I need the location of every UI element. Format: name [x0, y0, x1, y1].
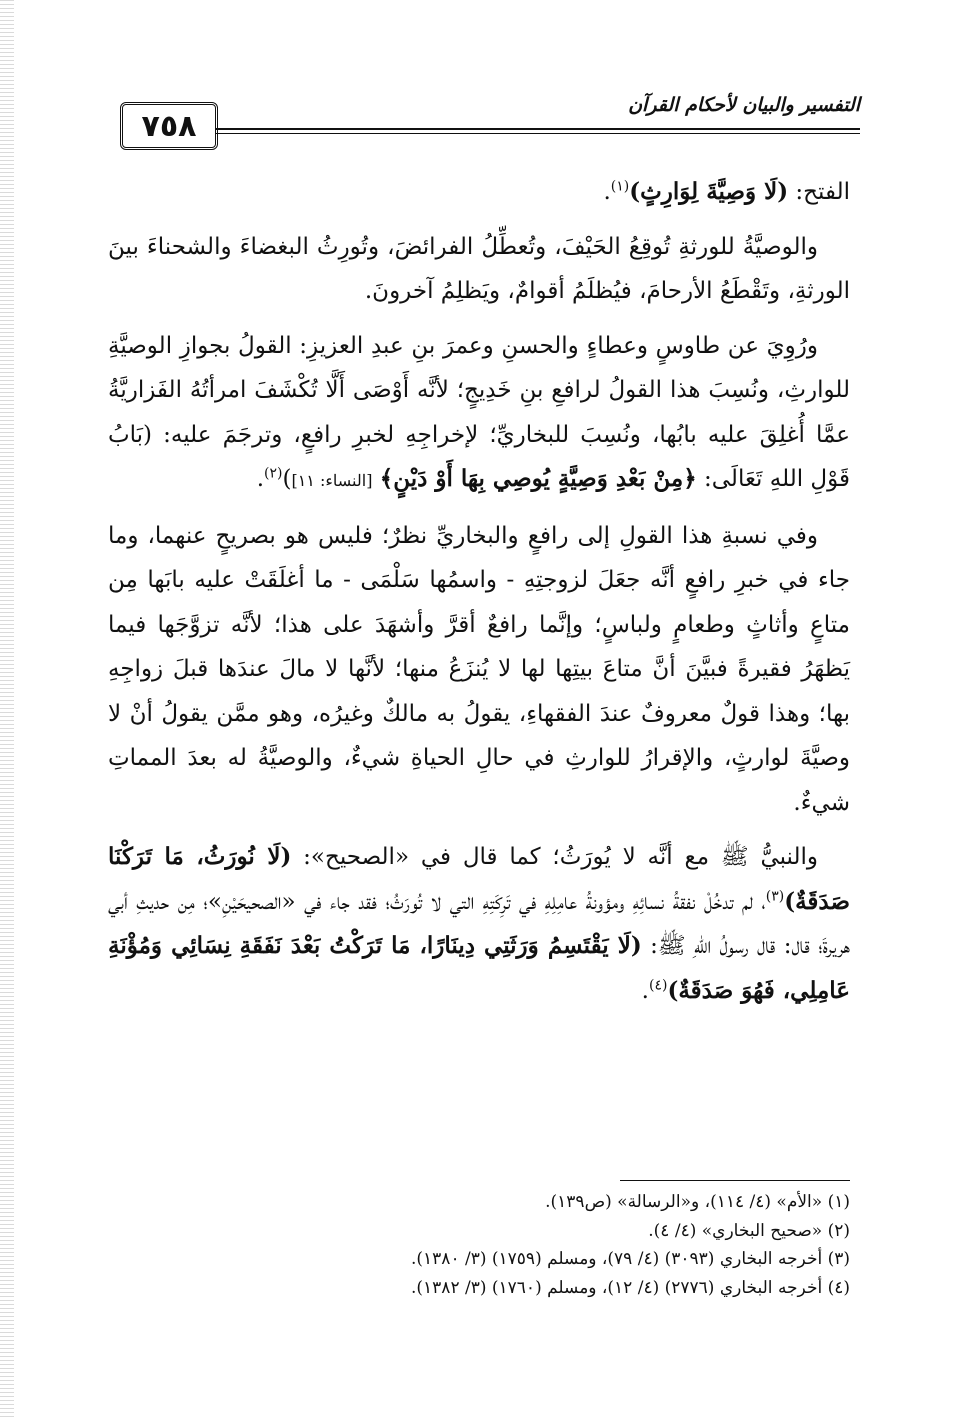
book-title: التفسير والبيان لأحكام القرآن	[628, 94, 860, 116]
p5-text-1: والنبيُّ ﷺ مع أنَّه لا يُورَثُ؛ كما قال في «الصحيح»:	[291, 844, 818, 870]
footnote-ref-4: (٤)	[648, 976, 668, 993]
hadith-quote-3: (لَا يَقْتَسِمُ وَرَثَتِي دِينَارًا، مَا تَرَكْتُ بَعْدَ نَفَقَةِ نِسَائِي وَمُؤْنَةِ عَامِلِي، فَهُوَ صَدَقَةٌ)	[108, 932, 850, 1004]
p5-end: .	[641, 977, 649, 1004]
surah-reference: [النساء: ١١]	[291, 471, 373, 490]
footnote-separator	[620, 1180, 850, 1181]
footnote-ref-3: (٣)	[765, 887, 785, 904]
footnote-1: (١) «الأم» (٤/ ١١٤)، و«الرسالة» (ص١٣٩).	[545, 1192, 850, 1212]
p1-end: .	[603, 179, 611, 205]
p1-lead: الفتح:	[788, 179, 850, 205]
footnotes	[108, 1188, 850, 1302]
header-rule	[216, 128, 860, 134]
footnote-ref-1: (١)	[610, 178, 630, 195]
footnote-4: (٤) أخرجه البخاري (٢٧٧٦) (٤/ ١٢)، ومسلم (١٧٦٠) (٣/ ١٣٨٢).	[411, 1277, 850, 1298]
footnote-2: (٢) «صحيح البخاري» (٤/ ٤).	[648, 1220, 850, 1241]
paragraph-2: والوصيَّةُ للورثةِ تُوقِعُ الحَيْفَ، وتُعطِّلُ الفرائضَ، وتُورِثُ البغضاءَ والشحناءَ بينَ الورثةِ، وتَقْطَعُ الأرحامَ، فيُظلَمُ أقوامٌ، ويَظلِمُ آخرونَ.	[108, 233, 850, 304]
page-header	[120, 92, 860, 154]
p3-text: ورُوِيَ عن طاوسٍ وعطاءٍ والحسنِ وعمرَ بنِ عبدِ العزيزِ: القولُ بجوازِ الوصيَّةِ للوارثِ، ونُسِبَ هذا القولُ لرافعِ بنِ خَدِيجٍ؛ لأنَّه أَوْصَى أَلَّا تُكْشَفَ امرأتُهُ الفَزاريَّةُ عمَّا أُغلِقَ عليه بابُها، ونُسِبَ للبخاريِّ؛ لإخراجِهِ لخبرِ رافعٍ، وترجَمَ عليه: (بَابُ قَوْلِ اللهِ تَعَالَى:	[108, 332, 850, 492]
p3-close: )	[282, 466, 292, 492]
quran-quote: ﴿مِنْ بَعْدِ وَصِيَّةٍ يُوصِي بِهَا أَوْ دَيْنٍ﴾	[379, 465, 697, 492]
paragraph-3	[108, 324, 850, 504]
footnote-3: (٣) أخرجه البخاري (٣٠٩٣) (٤/ ٧٩)، ومسلم (١٧٥٩) (٣/ ١٣٨٠).	[411, 1249, 850, 1269]
p3-end: .	[256, 466, 264, 492]
page-number: ٧٥٨	[120, 102, 218, 150]
footnote-ref-2: (٢)	[264, 465, 283, 482]
paragraph-1	[108, 170, 850, 215]
scan-edge	[0, 0, 14, 1417]
paragraph-4: وفي نسبةِ هذا القولِ إلى رافعٍ والبخاريِّ نظرٌ؛ فليس هو بصريحٍ عنهما، وما جاء في خبرِ رافعٍ أنَّه جعَلَ لزوجتِهِ - واسمُها سَلْمَى - ما أغلَقَتْ عليه بابَها مِن متاعٍ وأثاثٍ وطعامٍ ولباسٍ؛ وإنَّما رافعٌ أقرَّ وأشهَدَ على هذا؛ لأنَّه تزوَّجَها فيما يَظهَرُ فقيرةً فبيَّنَ أنَّ متاعَ بيتِها لها لا يُنزَعُ منها؛ لأنَّها لا مالَ عندَها قبلَ زواجِهِ بها؛ وهذا قولٌ معروفٌ عندَ الفقهاءِ، يقولُ به مالكٌ وغيرُه، وهو ممَّن يقولُ أنْ لا وصيَّةَ لوارثٍ، والإقرارُ للوارثِ في حالِ الحياةِ شيءٌ، والوصيَّةُ له بعدَ المماتِ شيءٌ.	[108, 522, 850, 816]
hadith-quote: (لَا وَصِيَّةَ لِوَارِثٍ)	[629, 178, 789, 205]
hadith-quote-2: (لَا نُورَثُ، مَا تَرَكْنَا صَدَقَةٌ)	[108, 843, 850, 915]
main-text	[108, 170, 850, 1023]
paragraph-5	[108, 835, 850, 1013]
p5-text-2: ، لم تدخُلْ نفقةُ نسائِهِ ومؤونةُ عامِلِهِ في تَرِكَتِهِ التي لا تُورَثُ؛ فقد جاء في «الصحيحَيْنِ»؛ مِن حديثِ أبي هريرةَ؛ قال: قال رسولُ اللهِ ﷺ:	[108, 888, 851, 959]
